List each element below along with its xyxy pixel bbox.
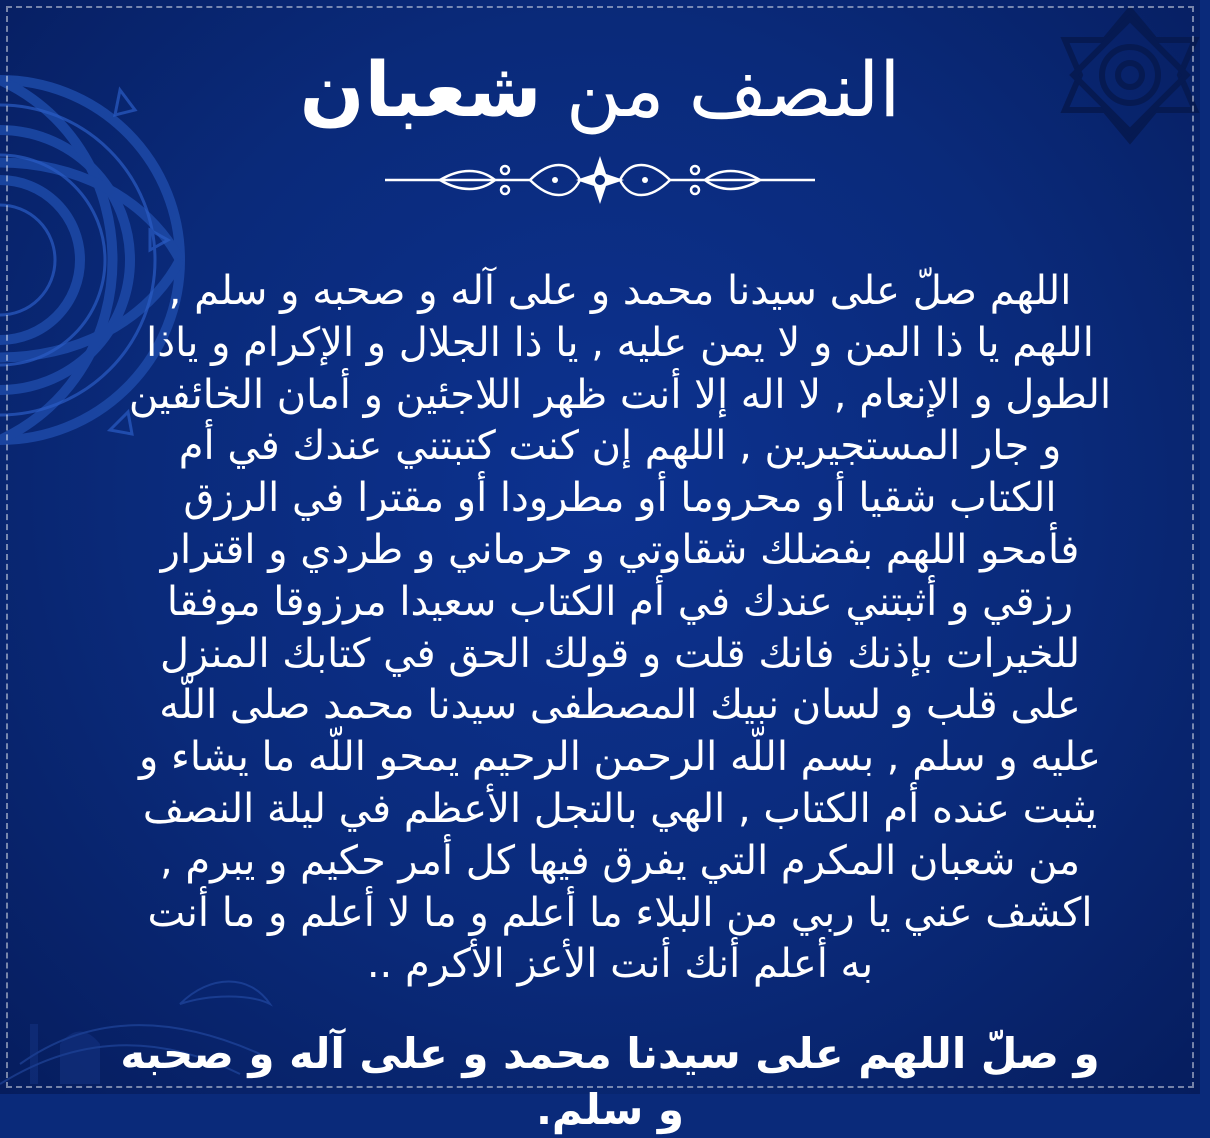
prayer-text: اللهم صلّ على سيدنا محمد و على آله و صحبه و سلم , اللهم يا ذا المن و لا يمن عليه , يا ذا الجلال و الإكرام و ياذا الطول و الإنعام , لا اله إلا أنت ظهر اللاجئين و أمان الخائفين و جار المستجيرين , اللهم إن كنت كتبتني عندك في أم الكتاب شقيا أو محروما أو مطرودا أو مقترا في الرزق فأمحو اللهم بفضلك شقاوتي و حرماني و طردي و اقترار رزقي و أثبتني عندك في أم الكتاب سعيدا مرزوقا موفقا للخيرات بإذنك فانك قلت و قولك الحق في كتابك المنزل على قلب و لسان نبيك المصطفى سيدنا محمد صلى اللّه عليه و سلم , بسم اللّه الرحمن الرحيم يمحو اللّه ما يشاء و يثبت عنده أم الكتاب , الهي بالتجل الأعظم في ليلة النصف من شعبان المكرم التي يفرق فيها كل أمر حكيم و يبرم , اكشف عني يا ربي من البلاء ما أعلم و ما لا أعلم و ما أنت به أعلم أنك أنت الأعز الأكرم .. [128, 268, 1112, 988]
title-part1: النصف من [565, 45, 901, 134]
title-part2: شعبان [299, 45, 542, 134]
page-title [0, 40, 1200, 140]
floral-divider-icon [380, 150, 820, 210]
closing-text: و صلّ اللهم على سيدنا محمد و على آله و صحبه و سلم. [120, 1029, 1100, 1134]
